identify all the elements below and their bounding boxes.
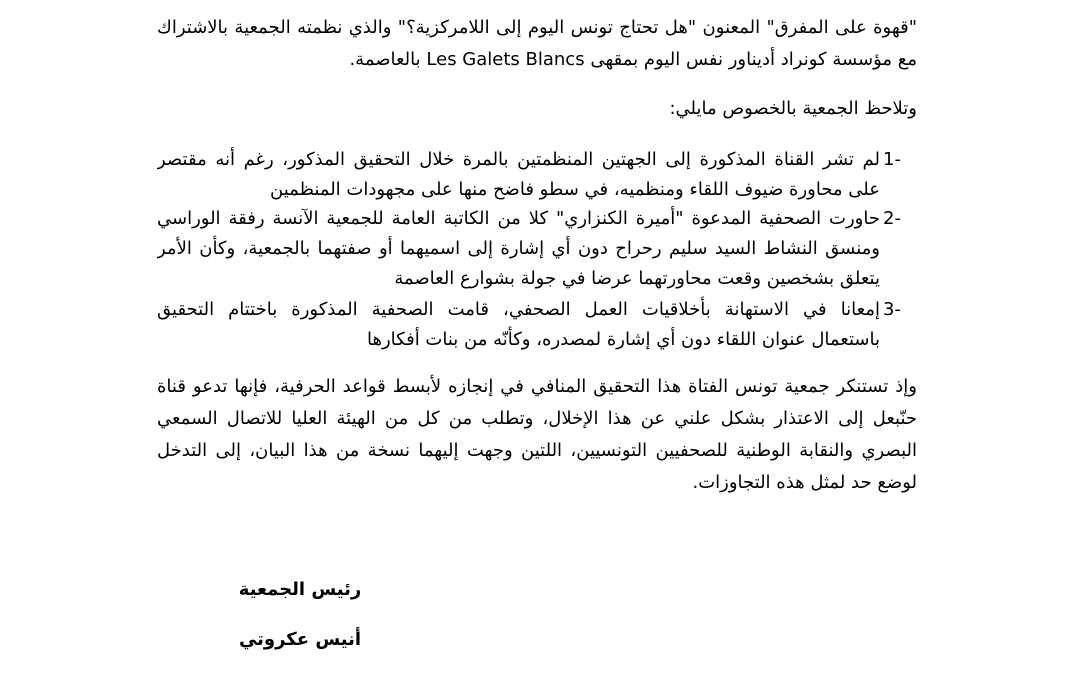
item-1-number: 1- bbox=[883, 149, 901, 170]
item-2-line-1: حاورت الصحفية المدعوة "أميرة الكنزاري" كلا من الكاتبة العامة للجمعية الآنسة رفقة الوراسي bbox=[157, 208, 880, 229]
intro-line-2-text: مع مؤسسة كونراد أديناور نفس اليوم بمقهى bbox=[590, 49, 917, 70]
item-2-line-2: ومنسق النشاط السيد سليم رحراح دون أي إشارة إلى اسميهما أو صفتهما بالجمعية، وكأن الأمر bbox=[157, 238, 880, 259]
item-2-line-3: يتعلق بشخصين وقعت محاورتهما عرضا في جولة بشوارع العاصمة bbox=[394, 268, 880, 289]
item-3-line-2: باستعمال عنوان اللقاء دون أي إشارة لمصدره، وكأنّه من بنات أفكارها bbox=[367, 329, 880, 350]
signature-name: أنيس عكروتي bbox=[238, 629, 362, 650]
item-1-line-2: على محاورة ضيوف اللقاء ومنظميه، في سطو فاضح منها على مجهودات المنظمين bbox=[270, 179, 880, 200]
item-3-number: 3- bbox=[883, 299, 901, 320]
signature-title: رئيس الجمعية bbox=[238, 579, 362, 600]
conclusion-line-1: وإذ تستنكر جمعية تونس الفتاة هذا التحقيق المنافي في إنجازه لأبسط قواعد الحرفية، فإنها تدعو قناة bbox=[157, 376, 917, 397]
item-1-line-1: لم تشر القناة المذكورة إلى الجهتين المنظمتين بالمرة خلال التحقيق المذكور، رغم أنه مقتصر bbox=[157, 149, 880, 170]
conclusion-line-4: لوضع حد لمثل هذه التجاوزات. bbox=[692, 472, 917, 493]
intro-line-1: "قهوة على المفرق" المعنون "هل تحتاج تونس اليوم إلى اللامركزية؟" والذي نظمته الجمعية بالاشتراك bbox=[157, 17, 917, 38]
conclusion-line-2: حنّبعل إلى الاعتذار بشكل علني عن هذا الإخلال، وتطلب من كل من الهيئة العليا للاتصال السمعي bbox=[157, 408, 917, 429]
intro-line-2-end: بالعاصمة. bbox=[349, 49, 421, 70]
intro-line-2 bbox=[157, 45, 917, 75]
item-3-line-1: إمعانا في الاستهانة بأخلاقيات العمل الصحفي، قامت الصحفية المذكورة باختتام التحقيق bbox=[157, 299, 880, 320]
venue-name: Les Galets Blancs bbox=[426, 49, 585, 70]
item-2-number: 2- bbox=[883, 208, 901, 229]
conclusion-line-3: البصري والنقابة الوطنية للصحفيين التونسيين، اللتين وجهت إليهما نسخة من هذا البيان، إلى التدخل bbox=[157, 440, 917, 461]
notes-intro: وتلاحظ الجمعية بالخصوص مايلي: bbox=[669, 98, 917, 119]
